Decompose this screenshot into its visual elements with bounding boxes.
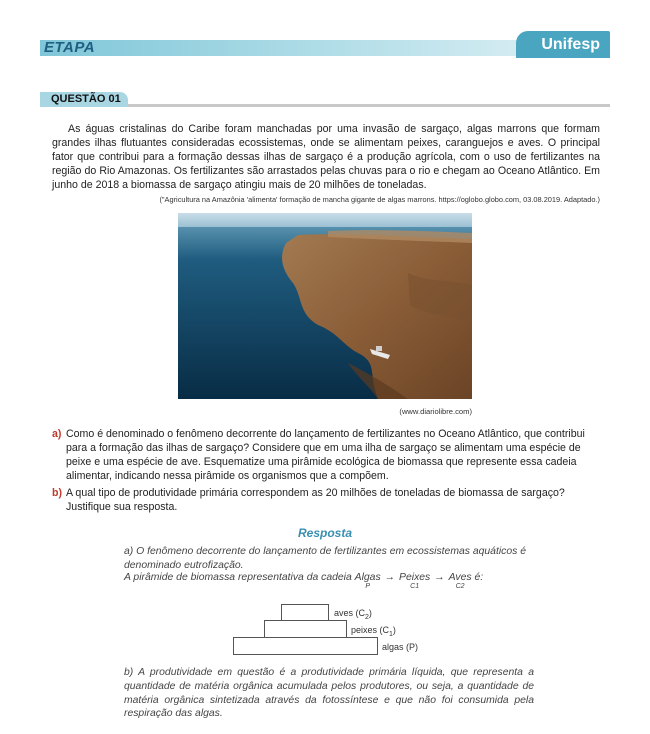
arrow-icon: → [434, 572, 445, 583]
sargassum-photo-illustration [178, 213, 472, 399]
subquestion-text: A qual tipo de produtividade primária correspondem as 20 milhões de toneladas de biomassa de sargaço? Justifique sua resposta. [66, 487, 565, 514]
pyramid-level-algas [233, 637, 378, 655]
subquestion-b [52, 486, 602, 514]
chain-suffix: é: [474, 572, 484, 583]
pyramid-level-aves [281, 604, 329, 621]
subquestion-text: Como é denominado o fenômeno decorrente do lançamento de fertilizantes no Oceano Atlântico, que contribui para a formação das ilhas de sargaço? Considere que em uma ilha de sargaço se alimentam uma espécie de peixe e uma espécie de ave. Esquematize uma pirâmide ecológica de biomassa que represente essa cadeia alimentar, indicando nessa pirâmide os organismos que a compõem. [66, 428, 585, 483]
question-number: QUESTÃO 01 [51, 93, 121, 105]
question-citation: ("Agricultura na Amazônia 'alimenta' formação de mancha gigante de algas marrons. https://oglobo.globo.com, 03.08.2019. Adaptado.) [159, 195, 600, 204]
question-paragraph: As águas cristalinas do Caribe foram manchadas por uma invasão de sargaço, algas marrons que formam grandes ilhas flutuantes consideradas ecossistemas, onde se alimentam peixes, caranguejos e aves. O principal fator que contribui para a formação dessas ilhas de sargaço é a produção agrícola, com o uso de fertilizantes na região do Rio Amazonas. Os fertilizantes são arrastados pelas chuvas para o rio e chegam ao Oceano Atlântico. Em junho de 2018 a biomassa de sargaço atingiu mais de 20 milhões de toneladas. [52, 123, 600, 192]
subquestion-letter: a) [52, 428, 62, 440]
chain-intro: A pirâmide de biomassa representativa da cadeia [124, 572, 352, 583]
answer-title: Resposta [297, 526, 353, 540]
trophic-marker: C2 [455, 583, 465, 590]
subquestion-a [52, 427, 602, 483]
school-tab [516, 31, 610, 58]
question-badge [40, 92, 128, 107]
arrow-icon: → [384, 572, 396, 583]
food-chain [124, 572, 484, 590]
sargassum-photo [178, 213, 472, 399]
trophic-marker: C1 [410, 583, 420, 590]
answer-part-b: b) A produtividade em questão é a produtividade primária líquida, que representa a quantidade de matéria orgânica acumulada pelos produtores, ou seja, a quantidade de matéria orgânica sintetizada através da fotossíntese e que não foi consumida pela respiração das algas. [124, 667, 534, 720]
chain-term-algas: Algas P [354, 572, 381, 590]
pyramid-label-aves: aves $(C_2)$ [334, 608, 372, 621]
pyramid-label-peixes: peixes $(C_1)$ [351, 625, 396, 638]
chain-term-aves: Aves C2 [448, 572, 472, 590]
etapa-logo: ETAPA [44, 39, 96, 56]
chain-term-peixes: Peixes C1 [399, 572, 431, 590]
trophic-marker: P [365, 583, 370, 590]
school-name: Unifesp [541, 36, 600, 53]
answer-part-a: a) O fenômeno decorrente do lançamento de fertilizantes em ecossistemas aquáticos é denominado eutrofização. [124, 546, 526, 571]
pyramid-level-peixes [264, 620, 347, 638]
pyramid-label-algas: algas (P) [382, 642, 419, 652]
photo-credit: (www.diariolibre.com) [399, 407, 472, 416]
subquestion-letter: b) [52, 487, 62, 499]
